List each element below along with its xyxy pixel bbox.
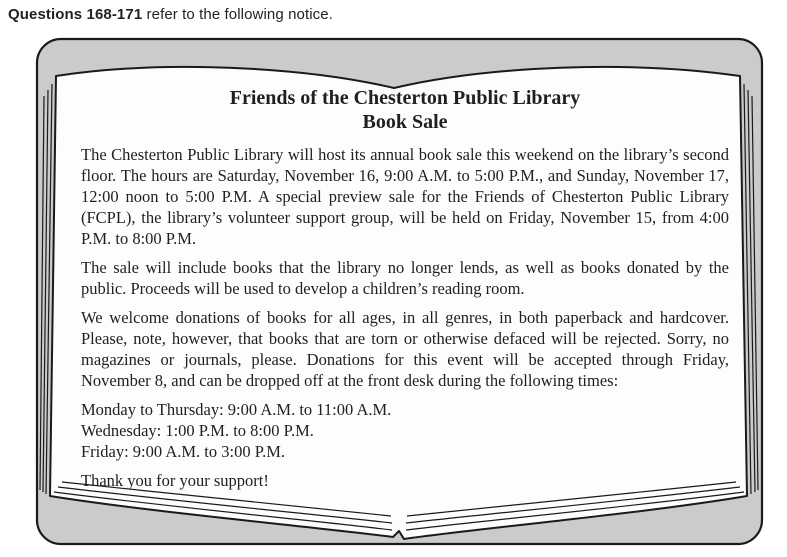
notice-title	[81, 86, 729, 134]
notice-title-line1: Friends of the Chesterton Public Library	[229, 87, 581, 109]
dropoff-time-item: Wednesday: 1:00 P.M. to 8:00 P.M.	[81, 421, 314, 440]
dropoff-time-item: Friday: 9:00 A.M. to 3:00 P.M.	[81, 442, 285, 461]
dropoff-times-list	[81, 399, 729, 462]
notice-body	[81, 86, 729, 491]
dropoff-time-item: Monday to Thursday: 9:00 A.M. to 11:00 A.M.	[81, 400, 392, 419]
question-range: Questions 168-171	[8, 6, 143, 23]
notice-paragraph-1: The Chesterton Public Library will host its annual book sale this weekend on the library’s second floor. The hours are Saturday, November 16, 9:00 A.M. to 5:00 P.M., and Sunday, November 17, 12:00 noon to 5:00 P.M. A special preview sale for the Friends of Chesterton Public Library (FCPL), the library’s volunteer support group, will be held on Friday, November 15, from 4:00 P.M. to 8:00 P.M.	[81, 145, 729, 248]
notice-paragraph-2: The sale will include books that the library no longer lends, as well as books donated by the public. Proceeds will be used to develop a children’s reading room.	[81, 258, 729, 298]
notice-title-line2: Book Sale	[362, 111, 448, 133]
closing-line: Thank you for your support!	[81, 471, 269, 490]
notice-paragraph-3: We welcome donations of books for all ages, in all genres, in both paperback and hardcover. Please, note, however, that books that are torn or otherwise defaced will be rejected. Sorry, no magazines or journals, please. Donations for this event will be accepted through Friday, November 8, and can be dropped off at the front desk during the following times:	[81, 308, 729, 390]
instruction-text: refer to the following notice.	[142, 6, 333, 23]
